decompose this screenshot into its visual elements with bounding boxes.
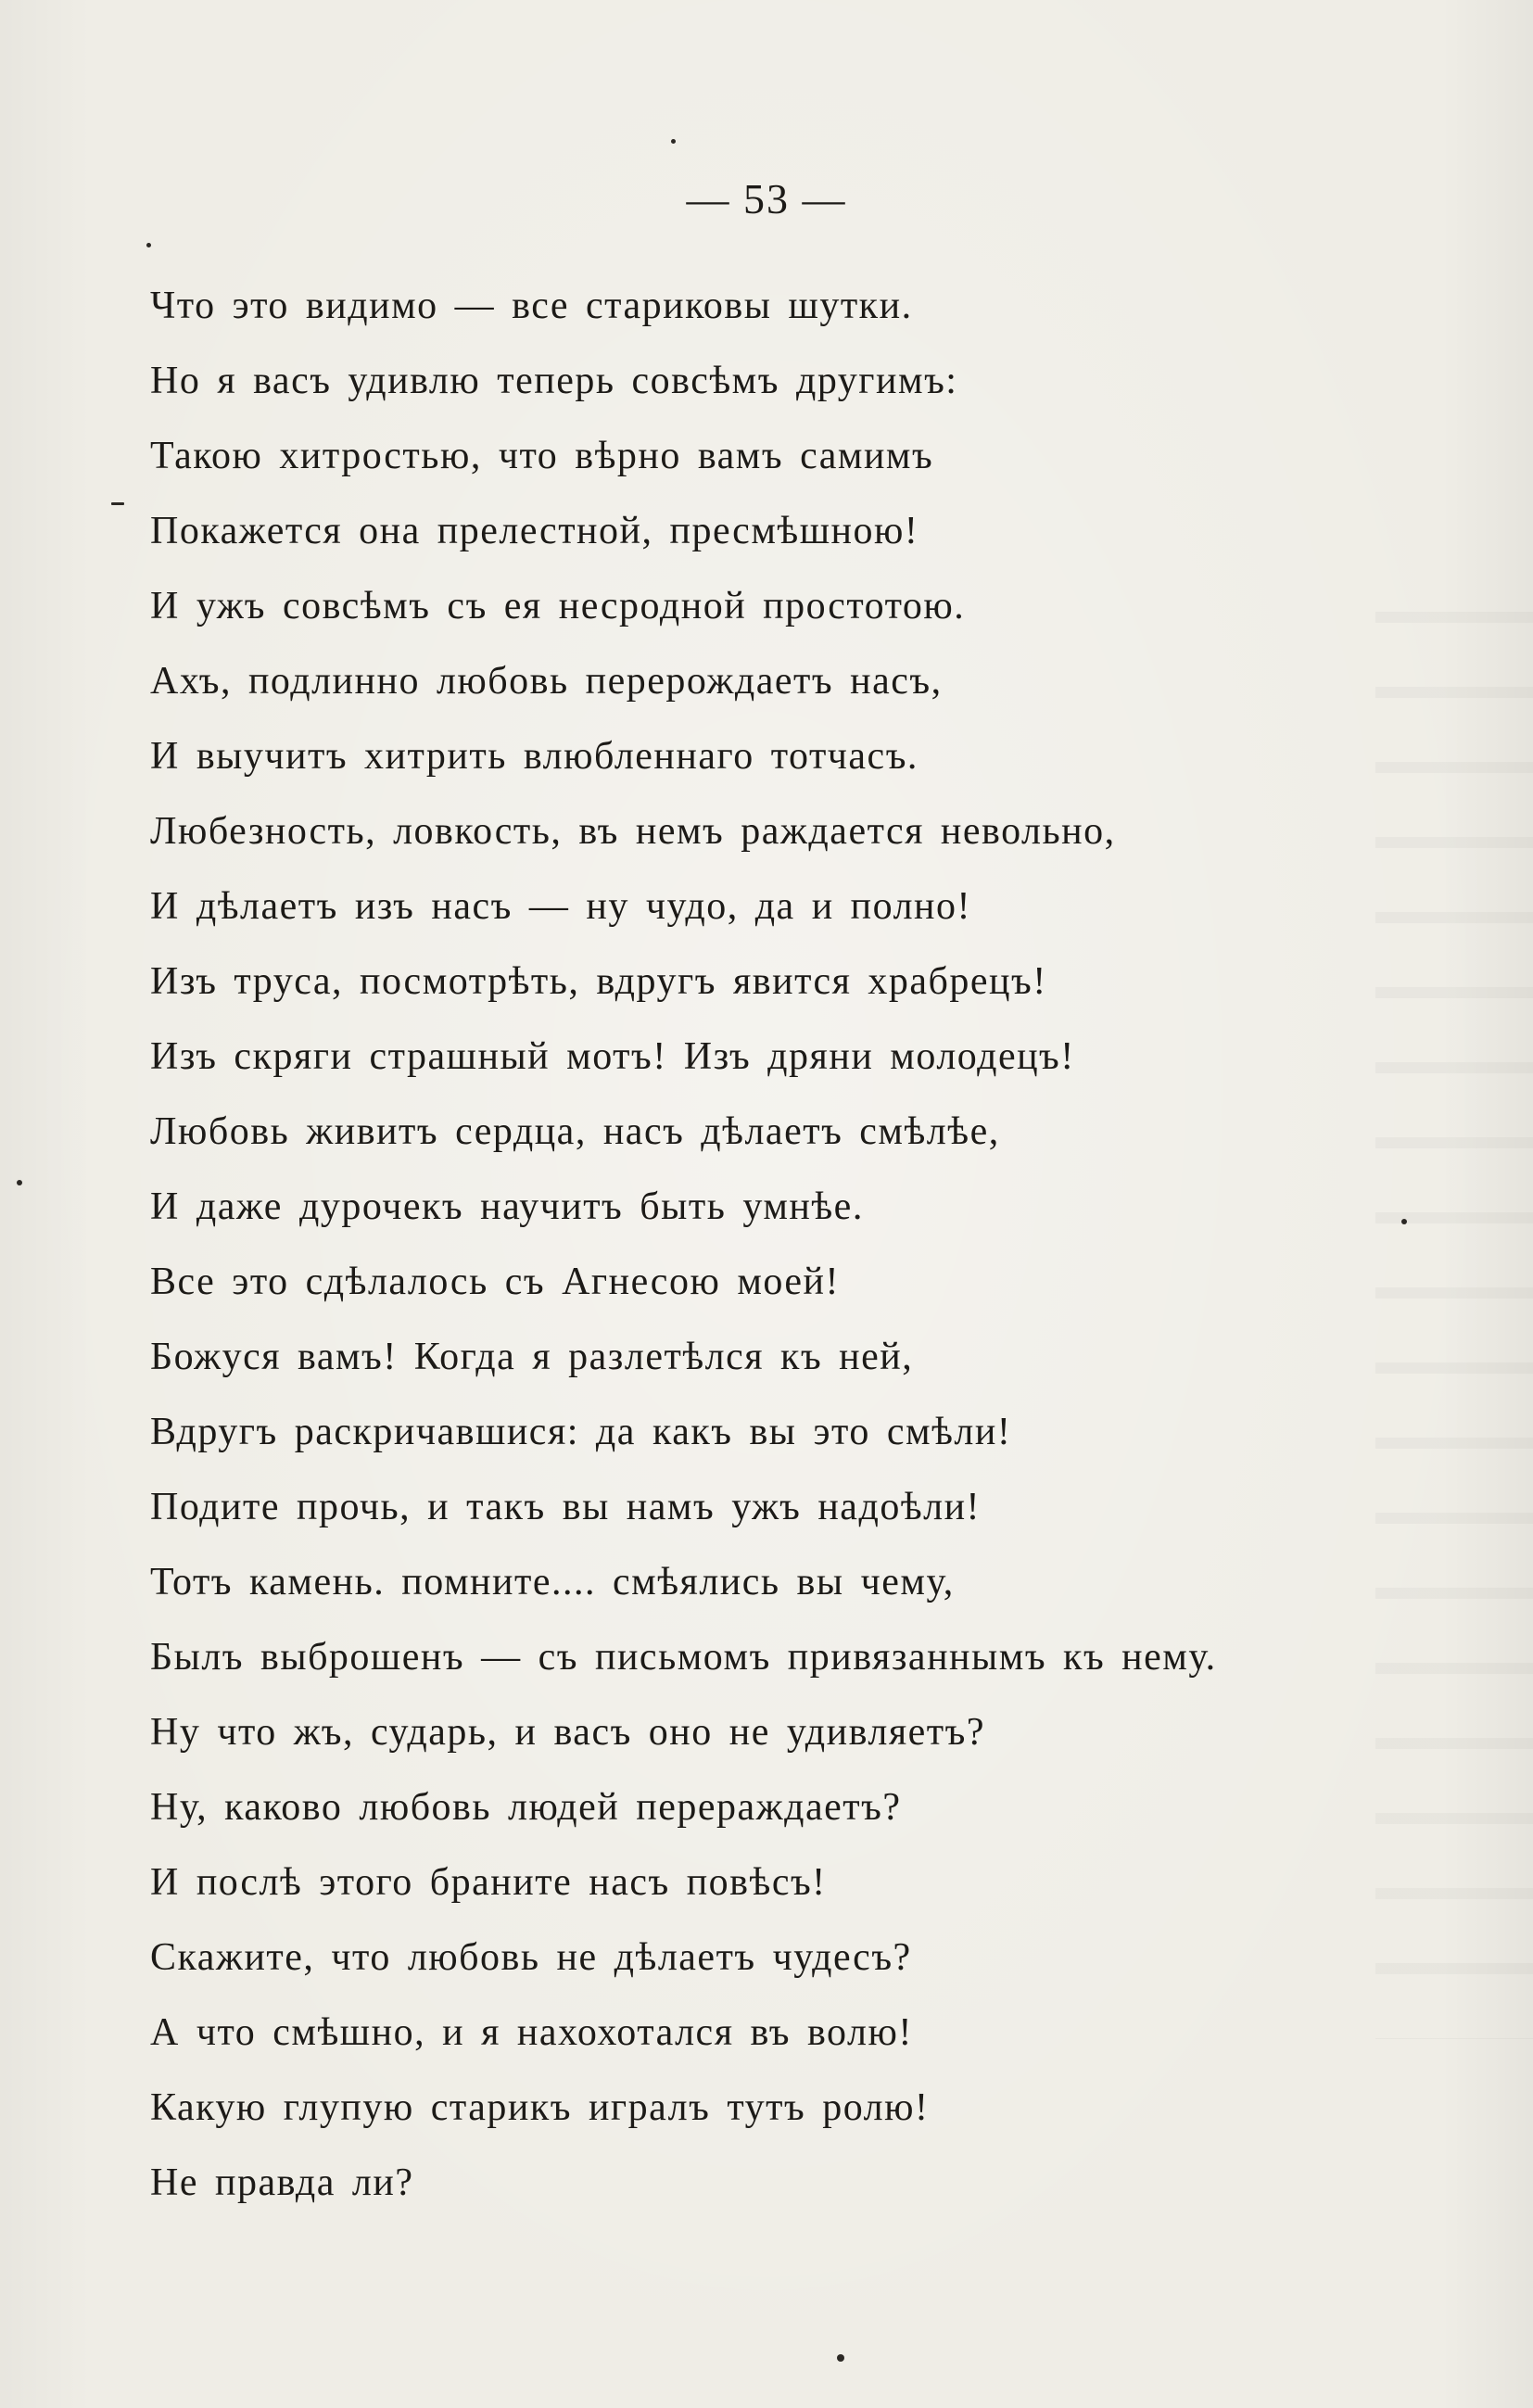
verse-line: Не правда ли? (150, 2161, 414, 2204)
verse-line: И дѣлаетъ изъ насъ — ну чудо, да и полно! (150, 885, 972, 928)
verse-line: Любезность, ловкость, въ немъ раждается невольно, (150, 810, 1116, 853)
ink-speck (671, 139, 676, 144)
verse-line: Все это сдѣлалось съ Агнесою моей! (150, 1261, 841, 1303)
verse-line: Покажется она прелестной, пресмѣшною! (150, 510, 919, 552)
verse-line: Былъ выброшенъ — съ письмомъ привязаннымъ къ нему. (150, 1636, 1217, 1679)
verse-line: Подите прочь, и такъ вы намъ ужъ надоѣли! (150, 1486, 982, 1528)
verse-line: Ну что жъ, сударь, и васъ оно не удивляетъ? (150, 1711, 986, 1754)
verse-line: Любовь живитъ сердца, насъ дѣлаетъ смѣлѣе, (150, 1110, 1000, 1153)
verse-line: И выучитъ хитрить влюбленнаго тотчасъ. (150, 735, 919, 778)
verse-line: Такою хитростью, что вѣрно вамъ самимъ (150, 435, 934, 477)
verse-line: Какую глупую старикъ игралъ тутъ ролю! (150, 2086, 930, 2129)
verse-line: И даже дурочекъ научитъ быть умнѣе. (150, 1185, 864, 1228)
verse-line: И ужъ совсѣмъ съ ея несродной простотою. (150, 585, 966, 627)
verse-line: Божуся вамъ! Когда я разлетѣлся къ ней, (150, 1336, 914, 1378)
verse-line: И послѣ этого браните насъ повѣсъ! (150, 1861, 827, 1904)
verse-line: Изъ скряги страшный мотъ! Изъ дряни молодецъ! (150, 1035, 1075, 1078)
verse-line: А что смѣшно, и я нахохотался въ волю! (150, 2011, 913, 2054)
verse-line: Изъ труса, посмотрѣть, вдругъ явится храбрецъ! (150, 960, 1047, 1003)
ink-speck (1401, 1219, 1407, 1224)
verse-line: Скажите, что любовь не дѣлаетъ чудесъ? (150, 1936, 912, 1979)
verse-block (150, 269, 1448, 2221)
verse-line: Ахъ, подлинно любовь перерождаетъ насъ, (150, 660, 943, 703)
verse-line: Ну, каково любовь людей перераждаетъ? (150, 1786, 902, 1829)
ink-speck (837, 2354, 844, 2362)
page-number: — 53 — (686, 175, 847, 222)
verse-line: Тотъ камень. помните.... смѣялись вы чему, (150, 1561, 955, 1603)
verse-line: Но я васъ удивлю теперь совсѣмъ другимъ: (150, 360, 958, 402)
ink-speck (111, 502, 124, 505)
verse-line: Что это видимо — все стариковы шутки. (150, 285, 913, 327)
ink-speck (146, 243, 151, 247)
ink-speck (17, 1180, 22, 1185)
verse-line: Вдругъ раскричавшися: да какъ вы это смѣли! (150, 1411, 1012, 1453)
